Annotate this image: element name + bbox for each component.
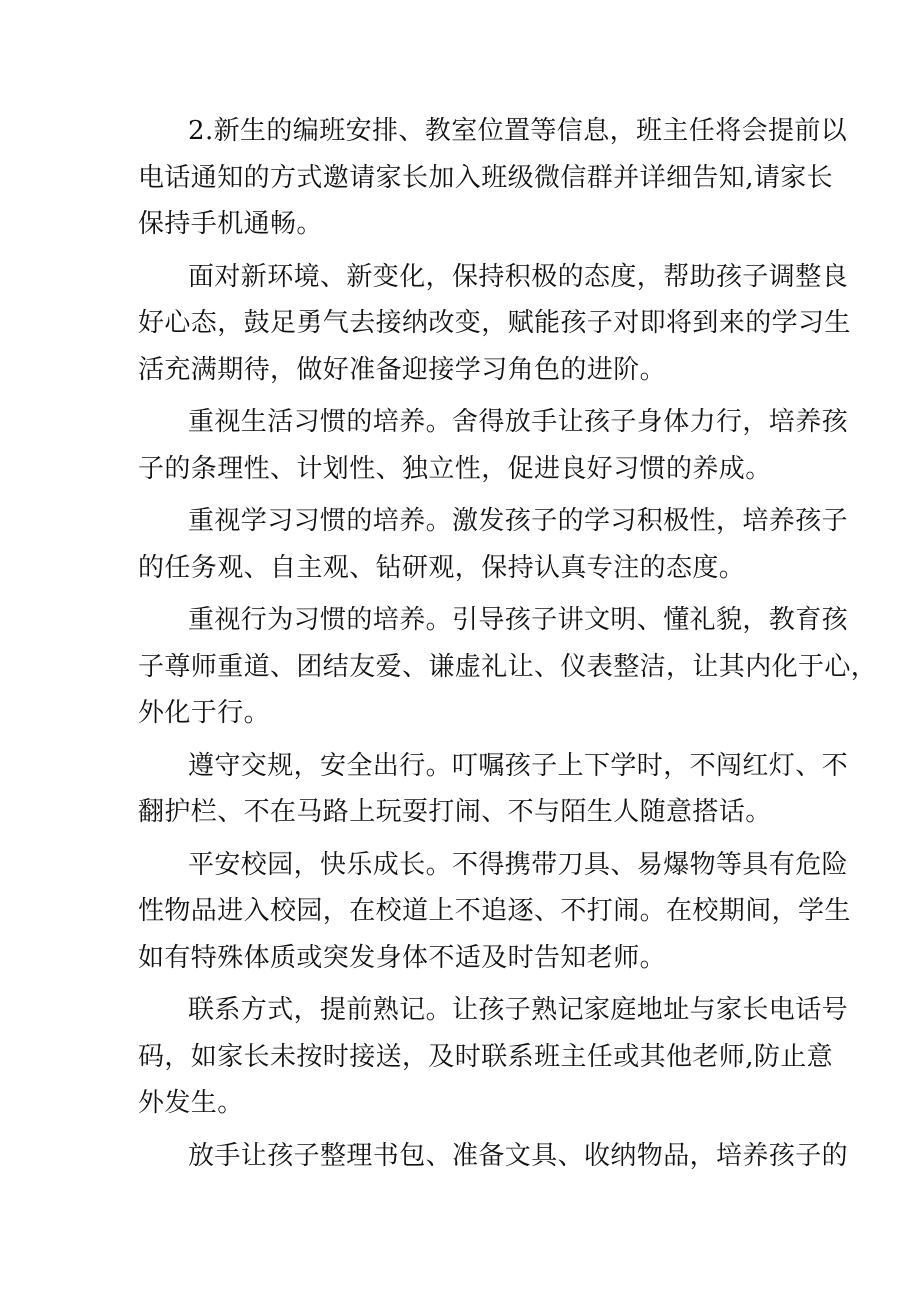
paragraph-6 [138, 743, 849, 836]
text-line: 重视学习习惯的培养。激发孩子的学习积极性，培养孩子 [188, 506, 849, 536]
text-line: 子的条理性、计划性、独立性，促进良好习惯的养成。 [138, 453, 772, 484]
text-line: 联系方式，提前熟记。让孩子熟记家庭地址与家长电话号 [188, 995, 849, 1025]
paragraph-7 [138, 842, 851, 982]
text-line: 好心态，鼓足勇气去接纳改变，赋能孩子对即将到来的学习生 [138, 308, 851, 338]
text-line: 外发生。 [138, 1088, 244, 1118]
paragraph-5 [138, 597, 878, 737]
text-line: 保持手机通畅。 [138, 209, 323, 239]
text-line: 如有特殊体质或突发身体不适及时告知老师。 [138, 942, 667, 973]
text-line: 的任务观、自主观、钻研观，保持认真专注的态度。 [138, 552, 746, 583]
text-line: 面对新环境、新变化，保持积极的态度，帮助孩子调整良 [188, 261, 849, 292]
paragraph-9 [138, 1133, 849, 1180]
text-line: 重视生活习惯的培养。舍得放手让孩子身体力行，培养孩 [188, 407, 849, 437]
text-line: 翻护栏、不在马路上玩耍打闹、不与陌生人随意搭话。 [138, 797, 772, 827]
text-line: 电话通知的方式邀请家长加入班级微信群并详细告知,请家长 [138, 162, 834, 193]
paragraph-2 [138, 254, 851, 394]
paragraph-1 [138, 108, 848, 248]
paragraph-4 [138, 498, 849, 591]
text-line: 放手让孩子整理书包、准备文具、收纳物品，培养孩子的 [188, 1140, 849, 1171]
text-line: 重视行为习惯的培养。引导孩子讲文明、懂礼貌，教育孩 [188, 605, 849, 635]
text-line: 外化于行。 [138, 698, 271, 728]
text-line: 2.新生的编班安排、教室位置等信息，班主任将会提前以 [188, 116, 848, 146]
text-line: 性物品进入校园，在校道上不追逐、不打闹。在校期间，学生 [138, 896, 851, 926]
text-line: 平安校园，快乐成长。不得携带刀具、易爆物等具有危险 [188, 849, 849, 880]
text-line: 遵守交规，安全出行。叮嘱孩子上下学时，不闯红灯、不 [188, 750, 849, 781]
text-line: 子尊师重道、团结友爱、谦虚礼让、仪表整洁，让其内化于心， [138, 651, 878, 682]
paragraph-8 [138, 987, 849, 1127]
document-body [138, 108, 878, 1179]
paragraph-3 [138, 399, 849, 492]
text-line: 活充满期待，做好准备迎接学习角色的进阶。 [138, 354, 667, 385]
text-line: 码，如家长未按时接送，及时联系班主任或其他老师,防止意 [138, 1041, 834, 1072]
